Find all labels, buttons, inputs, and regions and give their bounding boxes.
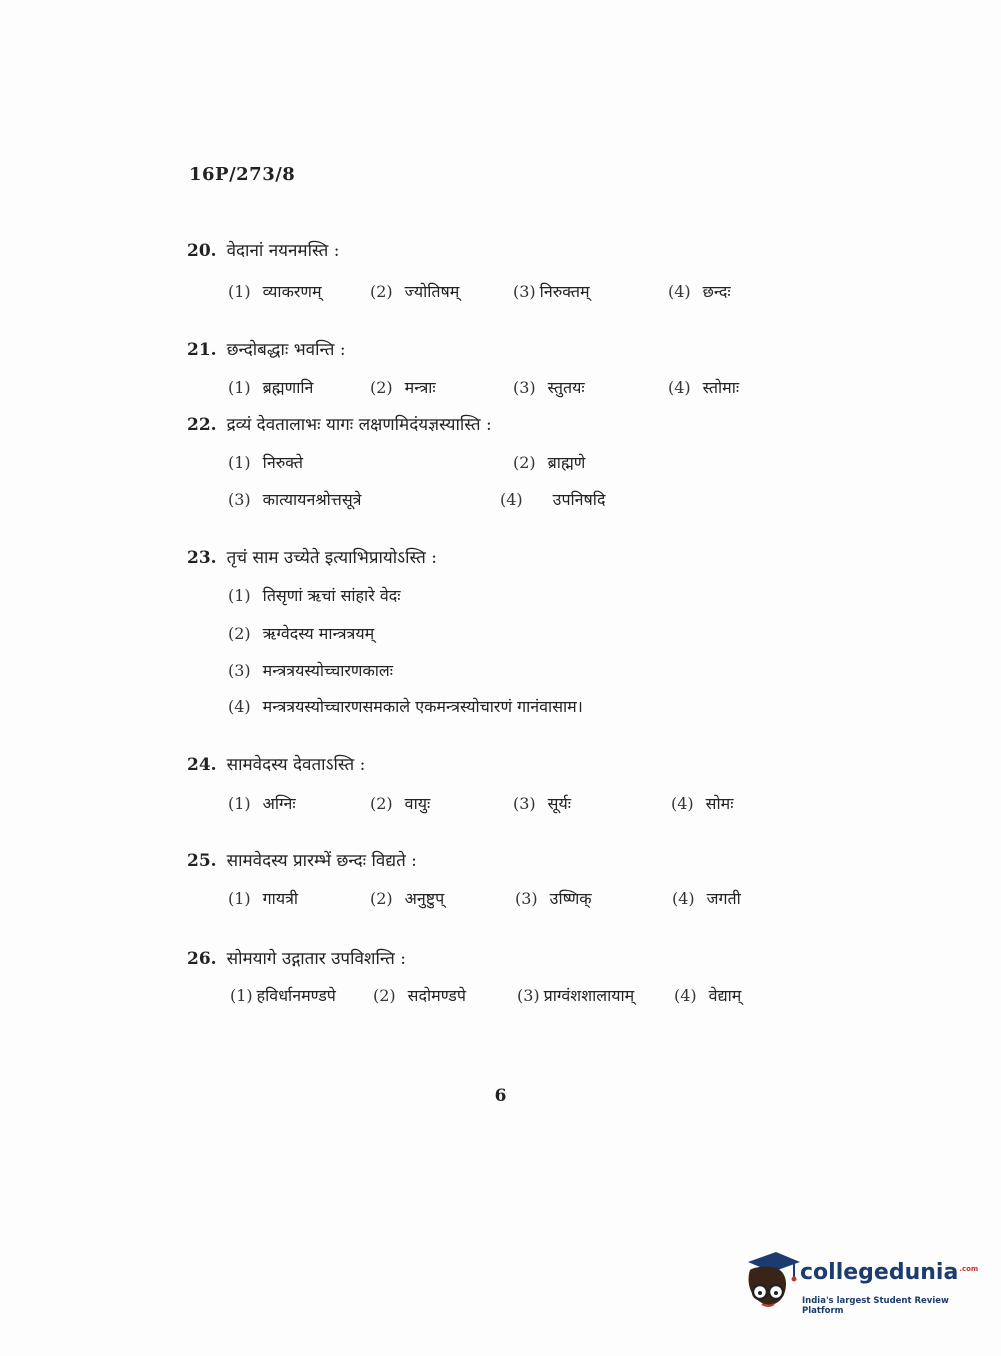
option xyxy=(515,887,592,909)
option-number: (2) xyxy=(228,624,251,643)
page-number: 6 xyxy=(494,1086,507,1106)
option-number: (4) xyxy=(668,378,691,397)
option-text: ब्रह्मणानि xyxy=(262,378,314,397)
option xyxy=(228,792,296,814)
option-text: निरुक्तम् xyxy=(539,282,590,301)
option-text: गायत्री xyxy=(262,889,299,908)
option-number: (1) xyxy=(228,586,251,605)
question-stem xyxy=(187,848,417,871)
option xyxy=(672,887,741,909)
option-text: ब्राह्मणे xyxy=(547,453,586,472)
question-number: 26. xyxy=(187,949,217,969)
option-text: अग्निः xyxy=(262,794,296,813)
question-text: तृचं साम उच्येते इत्याभिप्रायोऽस्ति : xyxy=(226,548,437,568)
option-text: ज्योतिषम् xyxy=(404,282,460,301)
option-number: (1) xyxy=(228,453,251,472)
option-number: (1) xyxy=(228,282,251,301)
option-text: निरुक्ते xyxy=(262,453,303,472)
option-number: (3) xyxy=(228,490,251,509)
option-number: (3) xyxy=(517,986,540,1005)
option-number: (2) xyxy=(513,453,536,472)
logo-tagline: India's largest Student Review Platform xyxy=(802,1296,949,1316)
option-text: प्राग्वंशशालायाम् xyxy=(543,986,635,1005)
option-text: ऋग्वेदस्य मान्त्रत्रयम् xyxy=(262,624,375,643)
option-text: मन्त्रत्रयस्योच्चारणसमकाले एकमन्त्रस्योचारणं गानंवासाम। xyxy=(262,697,583,716)
question-text: सामवेदस्य प्रारम्भें छन्दः विद्यते : xyxy=(226,851,417,871)
option-text: मन्त्रत्रयस्योच्चारणकालः xyxy=(262,661,393,680)
option-text: व्याकरणम् xyxy=(262,282,322,301)
option xyxy=(230,984,336,1006)
question-text: सोमयागे उद्गातार उपविशन्ति : xyxy=(226,949,406,969)
question-number: 22. xyxy=(187,415,217,435)
option-number: (2) xyxy=(373,986,396,1005)
option xyxy=(228,451,303,473)
option xyxy=(513,376,585,398)
question-text: सामवेदस्य देवताऽस्ति : xyxy=(226,755,366,775)
option xyxy=(228,695,583,717)
option xyxy=(517,984,634,1006)
paper-code: 16P/273/8 xyxy=(189,164,296,185)
question-number: 23. xyxy=(187,548,217,568)
option xyxy=(228,659,393,681)
question-number: 24. xyxy=(187,755,217,775)
logo-wordmark: collegedunia$^{.com}$ xyxy=(800,1260,979,1285)
option-number: (4) xyxy=(671,794,694,813)
mascot-logo-icon xyxy=(742,1248,800,1314)
question-number: 25. xyxy=(187,851,217,871)
option-text: उष्णिक् xyxy=(549,889,592,908)
question-stem xyxy=(187,946,406,969)
option-number: (2) xyxy=(370,794,393,813)
option xyxy=(228,488,362,510)
option-number: (4) xyxy=(672,889,695,908)
option xyxy=(370,792,430,814)
question-stem xyxy=(187,545,437,568)
option-number: (2) xyxy=(370,889,393,908)
option-text: छन्दः xyxy=(702,282,731,301)
question-number: 21. xyxy=(187,340,217,360)
option-text: सूर्यः xyxy=(547,794,571,813)
option-text: सोमः xyxy=(705,794,734,813)
option-number: (1) xyxy=(228,889,251,908)
option xyxy=(370,887,444,909)
option xyxy=(228,584,400,606)
question-text: छन्दोबद्धाः भवन्ति : xyxy=(226,340,346,360)
option xyxy=(500,488,605,510)
option-number: (3) xyxy=(513,794,536,813)
option xyxy=(228,376,313,398)
option-number: (4) xyxy=(500,490,523,509)
option-number: (2) xyxy=(370,378,393,397)
option xyxy=(370,280,459,302)
option-text: वायुः xyxy=(404,794,431,813)
option-number: (1) xyxy=(228,794,251,813)
option xyxy=(513,451,585,473)
option xyxy=(668,280,731,302)
option-number: (3) xyxy=(228,661,251,680)
option-text: स्तोमाः xyxy=(702,378,740,397)
option xyxy=(671,792,733,814)
option xyxy=(228,622,374,644)
option-text: कात्यायनश्रोत्तसूत्रे xyxy=(262,490,362,509)
question-text: वेदानां नयनमस्ति : xyxy=(226,241,340,261)
option xyxy=(373,984,466,1006)
option xyxy=(668,376,739,398)
option xyxy=(674,984,741,1006)
question-stem xyxy=(187,752,365,775)
option-number: (3) xyxy=(513,378,536,397)
option-number: (4) xyxy=(674,986,697,1005)
option xyxy=(228,280,322,302)
option-text: तिसृणां ऋचां सांहारे वेदः xyxy=(262,586,401,605)
option-number: (4) xyxy=(668,282,691,301)
option-number: (2) xyxy=(370,282,393,301)
option-text: स्तुतयः xyxy=(547,378,585,397)
collegedunia-watermark xyxy=(742,1248,979,1318)
question-stem xyxy=(187,337,346,360)
option-text: मन्त्राः xyxy=(404,378,436,397)
question-number: 20. xyxy=(187,241,217,261)
option-text: हविर्धानमण्डपे xyxy=(256,986,336,1005)
option xyxy=(370,376,436,398)
option-text: अनुष्टुप् xyxy=(404,889,445,908)
option-text: वेद्याम् xyxy=(708,986,742,1005)
option-number: (1) xyxy=(228,378,251,397)
option-text: जगती xyxy=(706,889,741,908)
option-text: सदोमण्डपे xyxy=(407,986,466,1005)
option-number: (1) xyxy=(230,986,253,1005)
option-number: (3) xyxy=(513,282,536,301)
question-text: द्रव्यं देवतालाभः यागः लक्षणमिदंयज्ञस्यास्ति : xyxy=(226,415,492,435)
option xyxy=(513,792,571,814)
question-stem xyxy=(187,238,339,261)
option-text: उपनिषदि xyxy=(552,490,606,509)
question-stem xyxy=(187,412,492,435)
option-number: (3) xyxy=(515,889,538,908)
option xyxy=(228,887,298,909)
option-number: (4) xyxy=(228,697,251,716)
option xyxy=(513,280,590,302)
